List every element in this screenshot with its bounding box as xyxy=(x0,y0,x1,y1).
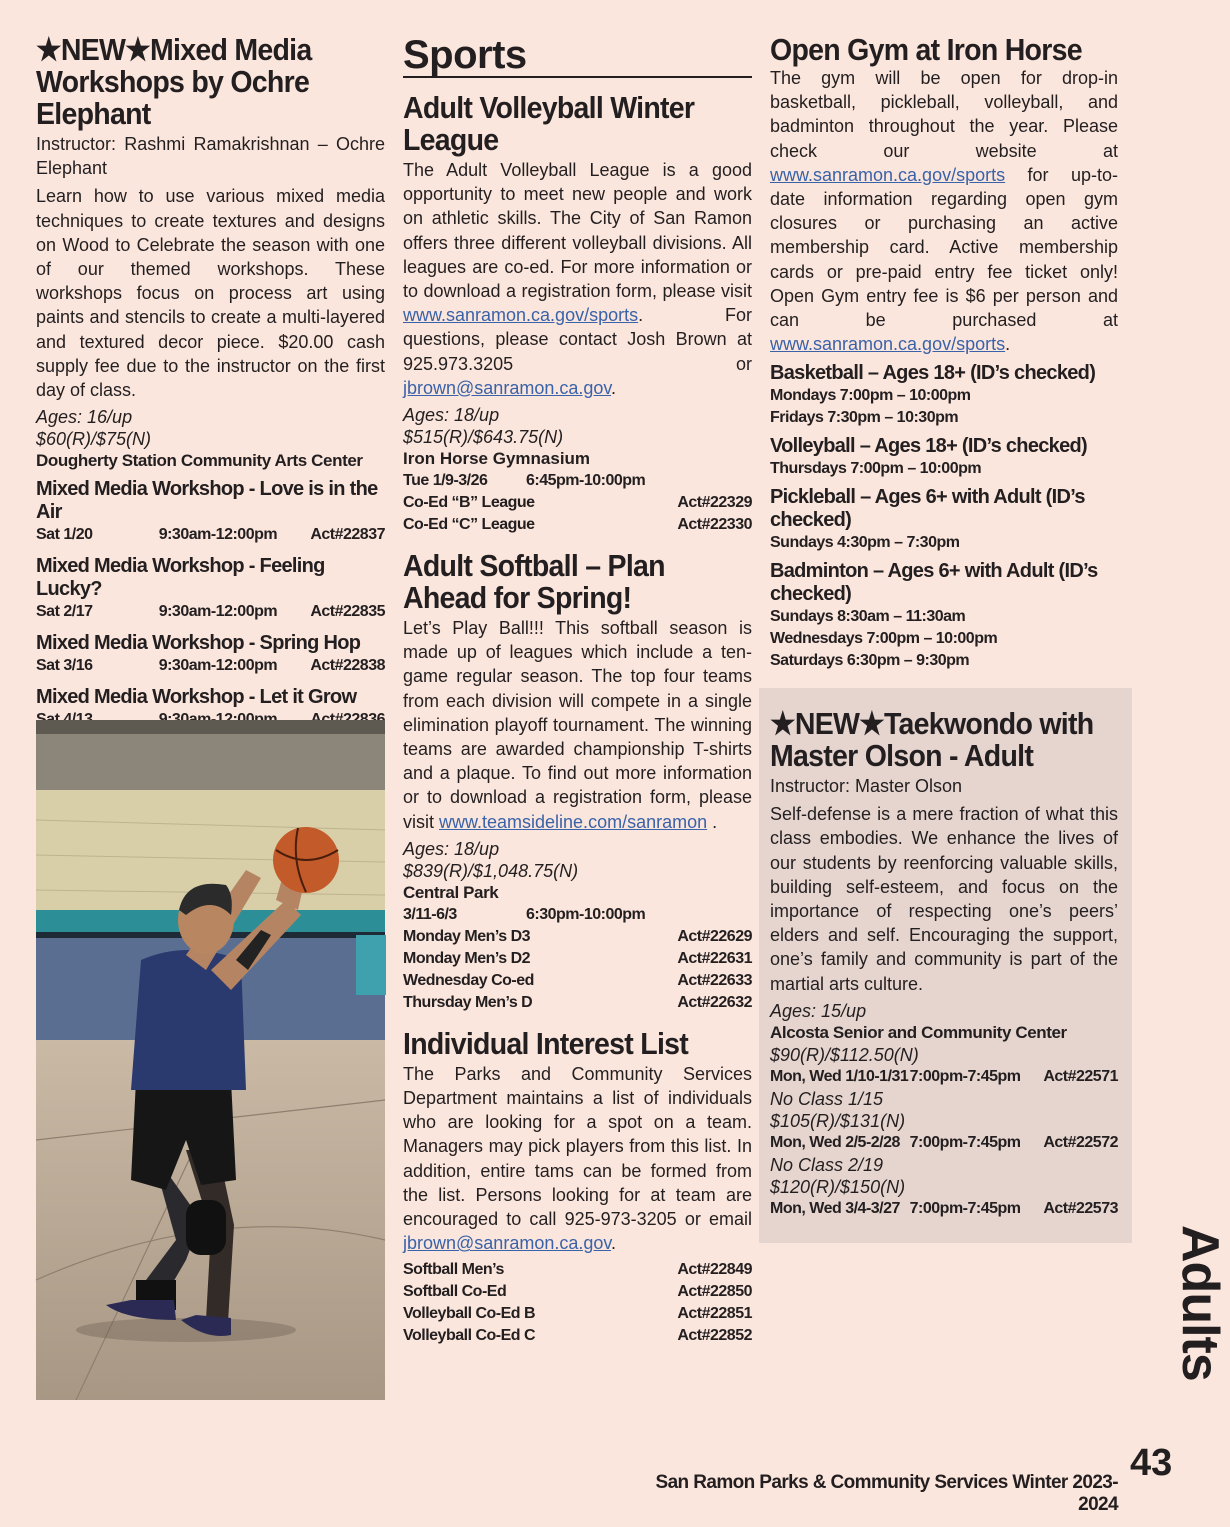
column-open-gym xyxy=(770,34,1118,672)
interest-desc-text: The Parks and Community Services Department maintains a list of individuals who are looking for a spot on a team. Managers may pick players from this list. In addition, entire tams can be formed from the list. Persons looking for at team are encouraged to call 925-973-3205 or email xyxy=(403,1063,752,1230)
workshop-name: Mixed Media Workshop - Let it Grow xyxy=(36,686,357,709)
league-row xyxy=(403,926,752,948)
taekwondo-instructor: Instructor: Master Olson xyxy=(770,776,963,796)
session-note: No Class 1/15 xyxy=(770,1088,884,1109)
workshop-date: Sat 2/17 xyxy=(36,603,93,621)
volleyball-time: 6:45pm-10:00pm xyxy=(526,472,646,490)
softball-fee: $839(R)/$1,048.75(N) xyxy=(403,860,579,881)
softball-time: 6:30pm-10:00pm xyxy=(526,905,646,923)
league-act[interactable]: Act#22330 xyxy=(677,516,752,534)
interest-lists xyxy=(403,1259,752,1347)
workshop-time: 9:30am-12:00pm xyxy=(158,603,278,621)
open-gym-description xyxy=(770,66,1118,356)
league-name: Monday Men’s D2 xyxy=(403,949,531,967)
workshop-schedule xyxy=(36,524,385,546)
taekwondo-description: Self-defense is a mere fraction of what this class embodies. We enhance the lives of our students by reenforcing valuable skills, building self-esteem, and focus on the importance of respecting one’s peers’ elders and self. Encouraging the support, one’s family and community is part of the martial arts culture. xyxy=(770,804,1118,994)
taekwondo-title: ★NEW★Taekwondo with Master Olson - Adult xyxy=(770,706,1094,773)
sports-website-link[interactable]: www.sanramon.ca.gov/sports xyxy=(770,164,1006,185)
interest-list-description xyxy=(403,1062,752,1256)
softball-description xyxy=(403,616,752,834)
mixed-media-instructor: Instructor: Rashmi Ramakrishnan – Ochre Elephant xyxy=(36,134,385,179)
workshop-date: Sat 3/16 xyxy=(36,657,93,675)
session-fee: $90(R)/$112.50(N) xyxy=(770,1044,919,1065)
league-row xyxy=(403,970,752,992)
workshop-act[interactable]: Act#22835 xyxy=(310,603,385,621)
email-link[interactable]: jbrown@sanramon.ca.gov xyxy=(403,377,612,398)
interest-act[interactable]: Act#22852 xyxy=(677,1327,752,1345)
open-gym-desc-text: for up-to-date information regarding open gym closures or purchasing an active membership card. Active membership cards or pre-paid entry fee ticket only! Open Gym entry fee is $6 per person and can be purchased at xyxy=(770,164,1118,331)
activity-time: Wednesdays 7:00pm – 10:00pm xyxy=(770,630,998,648)
volleyball-date: Tue 1/9-3/26 xyxy=(403,472,488,490)
volleyball-description xyxy=(403,158,752,400)
softball-date: 3/11-6/3 xyxy=(403,905,457,923)
workshop-schedule xyxy=(36,601,385,623)
interest-row xyxy=(403,1325,752,1347)
session-time: 7:00pm-7:45pm xyxy=(909,1133,1021,1151)
activity-time: Saturdays 6:30pm – 9:30pm xyxy=(770,652,970,670)
interest-act[interactable]: Act#22850 xyxy=(677,1283,752,1301)
mixed-media-location: Dougherty Station Community Arts Center xyxy=(36,451,363,471)
interest-row xyxy=(403,1281,752,1303)
activity-title: Pickleball – Ages 6+ with Adult (ID’s checked) xyxy=(770,486,1085,532)
activity-time: Sundays 8:30am – 11:30am xyxy=(770,608,966,626)
interest-list-title: Individual Interest List xyxy=(403,1025,689,1061)
workshop-name: Mixed Media Workshop - Spring Hop xyxy=(36,632,361,655)
league-act[interactable]: Act#22631 xyxy=(677,949,752,967)
session-act[interactable]: Act#22571 xyxy=(1043,1067,1118,1085)
open-gym-desc-text: . xyxy=(1005,334,1011,355)
volleyball-ages: Ages: 18/up xyxy=(403,405,500,426)
teamsideline-link[interactable]: www.teamsideline.com/sanramon xyxy=(439,811,708,832)
sports-section-title: Sports xyxy=(403,34,752,78)
volleyball-schedule xyxy=(403,470,752,492)
session-fee: $105(R)/$131(N) xyxy=(770,1110,906,1131)
activity-title: Badminton – Ages 6+ with Adult (ID’s checked) xyxy=(770,560,1098,606)
page-footer: San Ramon Parks & Community Services Winter 2023-2024 xyxy=(655,1472,1118,1515)
session-time: 7:00pm-7:45pm xyxy=(909,1199,1021,1217)
open-gym-activities xyxy=(770,362,1118,672)
league-act[interactable]: Act#22629 xyxy=(677,927,752,945)
session-act[interactable]: Act#22573 xyxy=(1043,1199,1118,1217)
adults-side-tab: Adults xyxy=(1171,1225,1229,1381)
mixed-media-title: ★NEW★Mixed Media Workshops by Ochre Elephant xyxy=(36,32,312,131)
session-days: Mon, Wed 1/10-1/31 xyxy=(770,1067,909,1085)
volleyball-location: Iron Horse Gymnasium xyxy=(403,449,591,469)
session-note: No Class 2/19 xyxy=(770,1154,884,1175)
volleyball-fee: $515(R)/$643.75(N) xyxy=(403,427,564,448)
column-sports xyxy=(403,34,752,1347)
workshop-item xyxy=(36,478,385,546)
workshop-time: 9:30am-12:00pm xyxy=(158,657,278,675)
softball-location: Central Park xyxy=(403,882,499,902)
interest-name: Volleyball Co-Ed B xyxy=(403,1305,536,1323)
interest-row xyxy=(403,1259,752,1281)
session-days: Mon, Wed 2/5-2/28 xyxy=(770,1133,900,1151)
interest-act[interactable]: Act#22851 xyxy=(677,1305,752,1323)
softball-desc-text: Let’s Play Ball!!! This softball season is made up of leagues which include a ten-game regular season. The top four teams from each division will compete in a single elimination playoff tournament. The winning teams are awarded championship T-shirts and a plaque. To find out more information or to download a registration form, please visit xyxy=(403,618,752,832)
league-name: Co-Ed “C” League xyxy=(403,516,535,534)
softball-desc-text: . xyxy=(707,811,718,832)
volleyball-desc-text: . xyxy=(611,377,617,398)
taekwondo-location: Alcosta Senior and Community Center xyxy=(770,1022,1067,1042)
league-name: Monday Men’s D3 xyxy=(403,927,531,945)
activity-time: Fridays 7:30pm – 10:30pm xyxy=(770,409,959,427)
league-row xyxy=(403,992,752,1014)
league-row xyxy=(403,514,752,536)
basketball-player-illustration xyxy=(36,720,385,1400)
workshop-name: Mixed Media Workshop - Feeling Lucky? xyxy=(36,555,325,601)
workshop-name: Mixed Media Workshop - Love is in the Air xyxy=(36,478,378,524)
activity-time: Thursdays 7:00pm – 10:00pm xyxy=(770,460,982,478)
email-link[interactable]: jbrown@sanramon.ca.gov xyxy=(403,1233,612,1254)
interest-name: Softball Men’s xyxy=(403,1261,504,1279)
session-days: Mon, Wed 3/4-3/27 xyxy=(770,1199,900,1217)
session-row xyxy=(770,1198,1118,1220)
interest-name: Softball Co-Ed xyxy=(403,1283,507,1301)
workshop-item xyxy=(36,632,385,677)
volleyball-title: Adult Volleyball Winter League xyxy=(403,90,695,157)
workshop-item xyxy=(36,555,385,623)
workshop-schedule xyxy=(36,655,385,677)
page-number: 43 xyxy=(1130,1442,1173,1484)
workshop-time: 9:30am-12:00pm xyxy=(158,526,278,544)
league-name: Co-Ed “B” League xyxy=(403,494,535,512)
interest-act[interactable]: Act#22849 xyxy=(677,1261,752,1279)
taekwondo-section xyxy=(770,708,1118,1220)
mixed-media-description: Learn how to use various mixed media techniques to create textures and designs on Wood to Celebrate the season with one of our themed workshops. These workshops focus on process art using paints and stencils to create a multi-layered and textured decor piece. $20.00 cash supply fee due to the instructor on the first day of class. xyxy=(36,186,385,401)
column-mixed-media xyxy=(36,34,385,731)
softball-schedule xyxy=(403,904,752,926)
league-act[interactable]: Act#22329 xyxy=(677,494,752,512)
interest-desc-text: . xyxy=(611,1233,617,1254)
sports-website-link[interactable]: www.sanramon.ca.gov/sports xyxy=(403,305,639,326)
activity-time: Mondays 7:00pm – 10:00pm xyxy=(770,387,971,405)
interest-name: Volleyball Co-Ed C xyxy=(403,1327,536,1345)
workshop-date: Sat 1/20 xyxy=(36,526,93,544)
open-gym-desc-text: The gym will be open for drop-in basketball, pickleball, volleyball, and badminton throughout the year. Please check our website at xyxy=(770,68,1118,161)
league-act[interactable]: Act#22632 xyxy=(677,993,752,1011)
sports-website-link[interactable]: www.sanramon.ca.gov/sports xyxy=(770,334,1006,355)
workshop-act[interactable]: Act#22838 xyxy=(310,657,385,675)
volleyball-desc-text: . For questions, please contact Josh Brown at 925.973.3205 or xyxy=(403,305,752,374)
activity-title: Basketball – Ages 18+ (ID’s checked) xyxy=(770,362,1096,385)
taekwondo-ages: Ages: 15/up xyxy=(770,1000,867,1021)
league-name: Wednesday Co-ed xyxy=(403,971,534,989)
session-row xyxy=(770,1132,1118,1154)
activity-time: Sundays 4:30pm – 7:30pm xyxy=(770,534,960,552)
league-row xyxy=(403,948,752,970)
softball-ages: Ages: 18/up xyxy=(403,838,500,859)
league-row xyxy=(403,492,752,514)
interest-row xyxy=(403,1303,752,1325)
softball-title: Adult Softball – Plan Ahead for Spring! xyxy=(403,548,665,616)
mixed-media-fee: $60(R)/$75(N) xyxy=(36,429,152,450)
league-name: Thursday Men’s D xyxy=(403,993,533,1011)
league-act[interactable]: Act#22633 xyxy=(677,971,752,989)
volleyball-desc-text: The Adult Volleyball League is a good opportunity to meet new people and work on athletic skills. The City of San Ramon offers three different volleyball divisions. All leagues are co-ed. For more information or to download a registration form, please visit xyxy=(403,160,752,302)
session-fee: $120(R)/$150(N) xyxy=(770,1176,906,1197)
activity-title: Volleyball – Ages 18+ (ID’s checked) xyxy=(770,435,1087,458)
open-gym-title: Open Gym at Iron Horse xyxy=(770,32,1082,67)
session-time: 7:00pm-7:45pm xyxy=(909,1067,1021,1085)
session-act[interactable]: Act#22572 xyxy=(1043,1133,1118,1151)
workshop-act[interactable]: Act#22837 xyxy=(310,526,385,544)
session-row xyxy=(770,1066,1118,1088)
mixed-media-ages: Ages: 16/up xyxy=(36,407,133,428)
basketball-photo xyxy=(36,720,385,1400)
workshop-list xyxy=(36,478,385,731)
